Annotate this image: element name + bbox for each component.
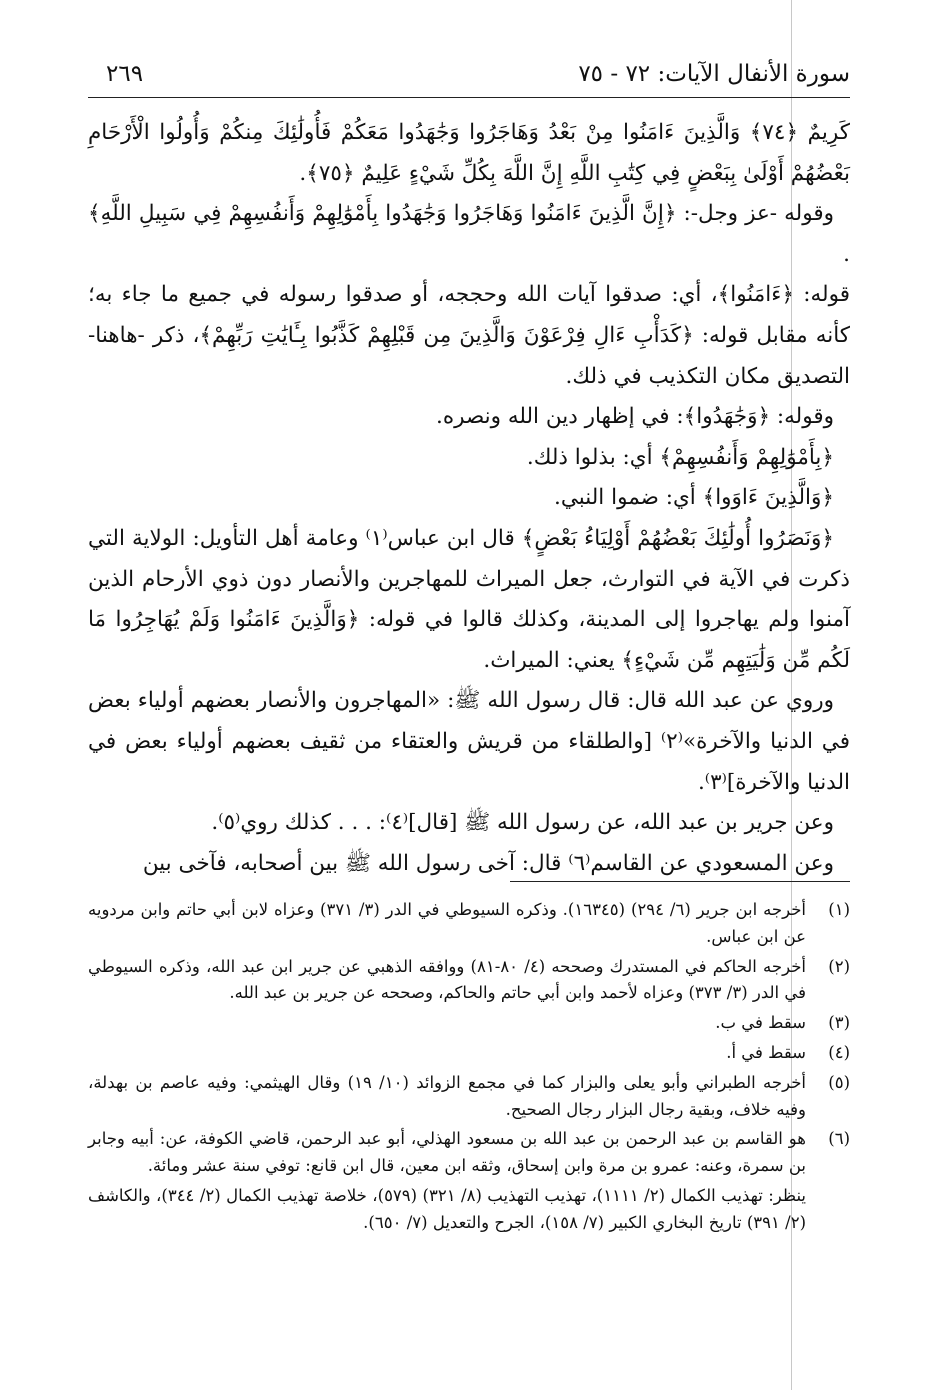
paragraph: ﴿وَالَّذِينَ ءَاوَوا﴾ أي: ضموا النبي. <box>554 485 834 511</box>
paragraph: وقوله -عز وجل-: ﴿إِنَّ الَّذِينَ ءَامَنُوا وَهَاجَرُوا وَجَٰهَدُوا بِأَمْوَٰلِهِمْ وَأَنفُسِهِمْ فِي سَبِيلِ اللَّهِ﴾ . <box>88 201 850 267</box>
main-text <box>88 113 850 884</box>
footnote-text: سقط في أ. <box>726 1042 806 1062</box>
footnote-number: (١) <box>828 900 850 919</box>
footnote <box>88 1126 850 1180</box>
paragraph: قوله: ﴿ءَامَنُوا﴾، أي: صدقوا آيات الله وحججه، أو صدقوا رسوله في جميع ما جاء به؛ كأنه مقابل قوله: ﴿كَدَأْبِ ءَالِ فِرْعَوْنَ وَالَّذِينَ مِن قَبْلِهِمْ كَذَّبُوا بِـَٔايَٰتِ رَبِّهِمْ﴾، ذكر -هاهنا- التصديق مكان التكذيب في ذلك. <box>88 282 850 389</box>
footnote-text: ينظر: تهذيب الكمال (٢/ ١١١١)، تهذيب التهذيب (٨/ ٣٢١) (٥٧٩)، خلاصة تهذيب الكمال (٢/ ٣٤٤)، والكاشف (٢/ ٣٩١) تاريخ البخاري الكبير (٧/ ١٥٨)، الجرح والتعديل (٧/ ٦٥٠). <box>88 1185 807 1232</box>
footnotes <box>88 897 850 1240</box>
surah-title: سورة الأنفال الآيات: ٧٢ - ٧٥ <box>578 61 850 87</box>
paragraph: كَرِيمٌ ﴿٧٤﴾ وَالَّذِينَ ءَامَنُوا مِنْ بَعْدُ وَهَاجَرُوا وَجَٰهَدُوا مَعَكُمْ فَأُولَٰئِكَ مِنكُمْ وَأُولُوا الْأَرْحَامِ بَعْضُهُمْ أَوْلَىٰ بِبَعْضٍ فِي كِتَٰبِ اللَّهِ إِنَّ اللَّهَ بِكُلِّ شَيْءٍ عَلِيمٌ ﴿٧٥﴾. <box>88 120 850 186</box>
footnote-number: (٤) <box>828 1042 850 1062</box>
paragraph: وعن جرير بن عبد الله، عن رسول الله ﷺ [قال]⁽٤⁾: . . . كذلك روي⁽٥⁾. <box>211 810 834 836</box>
footnote <box>88 1040 850 1067</box>
footnote-separator <box>510 881 850 882</box>
footnote-text: سقط في ب. <box>715 1013 806 1033</box>
paragraph: وقوله: ﴿وَجَٰهَدُوا﴾: في إظهار دين الله ونصره. <box>436 404 834 430</box>
running-header <box>88 55 850 98</box>
paragraph: وعن المسعودي عن القاسم⁽٦⁾ قال: آخى رسول الله ﷺ بين أصحابه، فآخى بين <box>142 850 834 876</box>
page-number: ٢٦٩ <box>106 61 144 87</box>
footnote-text: أخرجه ابن جرير (٦/ ٢٩٤) (١٦٣٤٥). وذكره السيوطي في الدر (٣/ ٣٧١) وعزاه لابن أبي حاتم وابن مردويه عن ابن عباس. <box>88 900 807 946</box>
footnote-text: أخرجه الحاكم في المستدرك وصححه (٤/ ٨٠-٨١) ووافقه الذهبي عن جرير ابن عبد الله، وذكره السيوطي في الدر (٣/ ٣٧٣) وعزاه لأحمد وابن أبي حاتم والحاكم، وصححه عن جرير بن عبد الله. <box>88 956 806 1003</box>
footnote <box>88 1070 850 1124</box>
paragraph: ﴿بِأَمْوَٰلِهِمْ وَأَنفُسِهِمْ﴾ أي: بذلوا ذلك. <box>526 444 834 470</box>
footnote-number: (٥) <box>828 1072 850 1092</box>
book-page <box>88 55 850 1375</box>
footnote <box>88 954 850 1008</box>
footnote <box>88 897 850 951</box>
footnote-continuation <box>88 1183 850 1237</box>
footnote-number: (٦) <box>828 1129 850 1149</box>
footnote <box>88 1010 850 1037</box>
footnote-number: (٣) <box>828 1013 850 1033</box>
paragraph: ﴿وَنَصَرُوا أُولَٰئِكَ بَعْضُهُمْ أَوْلِيَاءُ بَعْضٍ﴾ قال ابن عباس⁽١⁾ وعامة أهل التأويل: الولاية التي ذكرت في الآية في التوارث، جعل الميراث للمهاجرين والأنصار دون ذوي الأرحام الذين آمنوا ولم يهاجروا إلى المدينة، وكذلك قالوا في قوله: ﴿وَالَّذِينَ ءَامَنُوا وَلَمْ يُهَاجِرُوا مَا لَكُم مِّن وَلَٰيَتِهِم مِّن شَيْءٍ﴾ يعني: الميراث. <box>88 525 850 673</box>
footnote-number: (٢) <box>828 956 850 976</box>
footnote-text: أخرجه الطبراني وأبو يعلى والبزار كما في مجمع الزوائد (١٠/ ١٩) وقال الهيثمي: وفيه عاصم بن بهدلة، وفيه خلاف، وبقية رجال البزار رجال الصحيح. <box>88 1072 806 1119</box>
footnote-text: هو القاسم بن عبد الرحمن بن عبد الله بن مسعود الهذلي، أبو عبد الرحمن، قاضي الكوفة، عن: أبيه وجابر بن سمرة، وعنه: عمرو بن مرة وابن إسحاق، وثقه ابن معين، قال ابن قانع: توفي سنة عشر ومائة. <box>88 1129 806 1176</box>
paragraph: وروي عن عبد الله قال: قال رسول الله ﷺ: «المهاجرون والأنصار بعضهم أولياء بعض في الدنيا والآخرة»⁽٢⁾ [والطلقاء من قريش والعتقاء من ثقيف بعضهم أولياء بعض في الدنيا والآخرة]⁽٣⁾. <box>88 688 850 795</box>
footnote-number <box>806 1183 850 1237</box>
